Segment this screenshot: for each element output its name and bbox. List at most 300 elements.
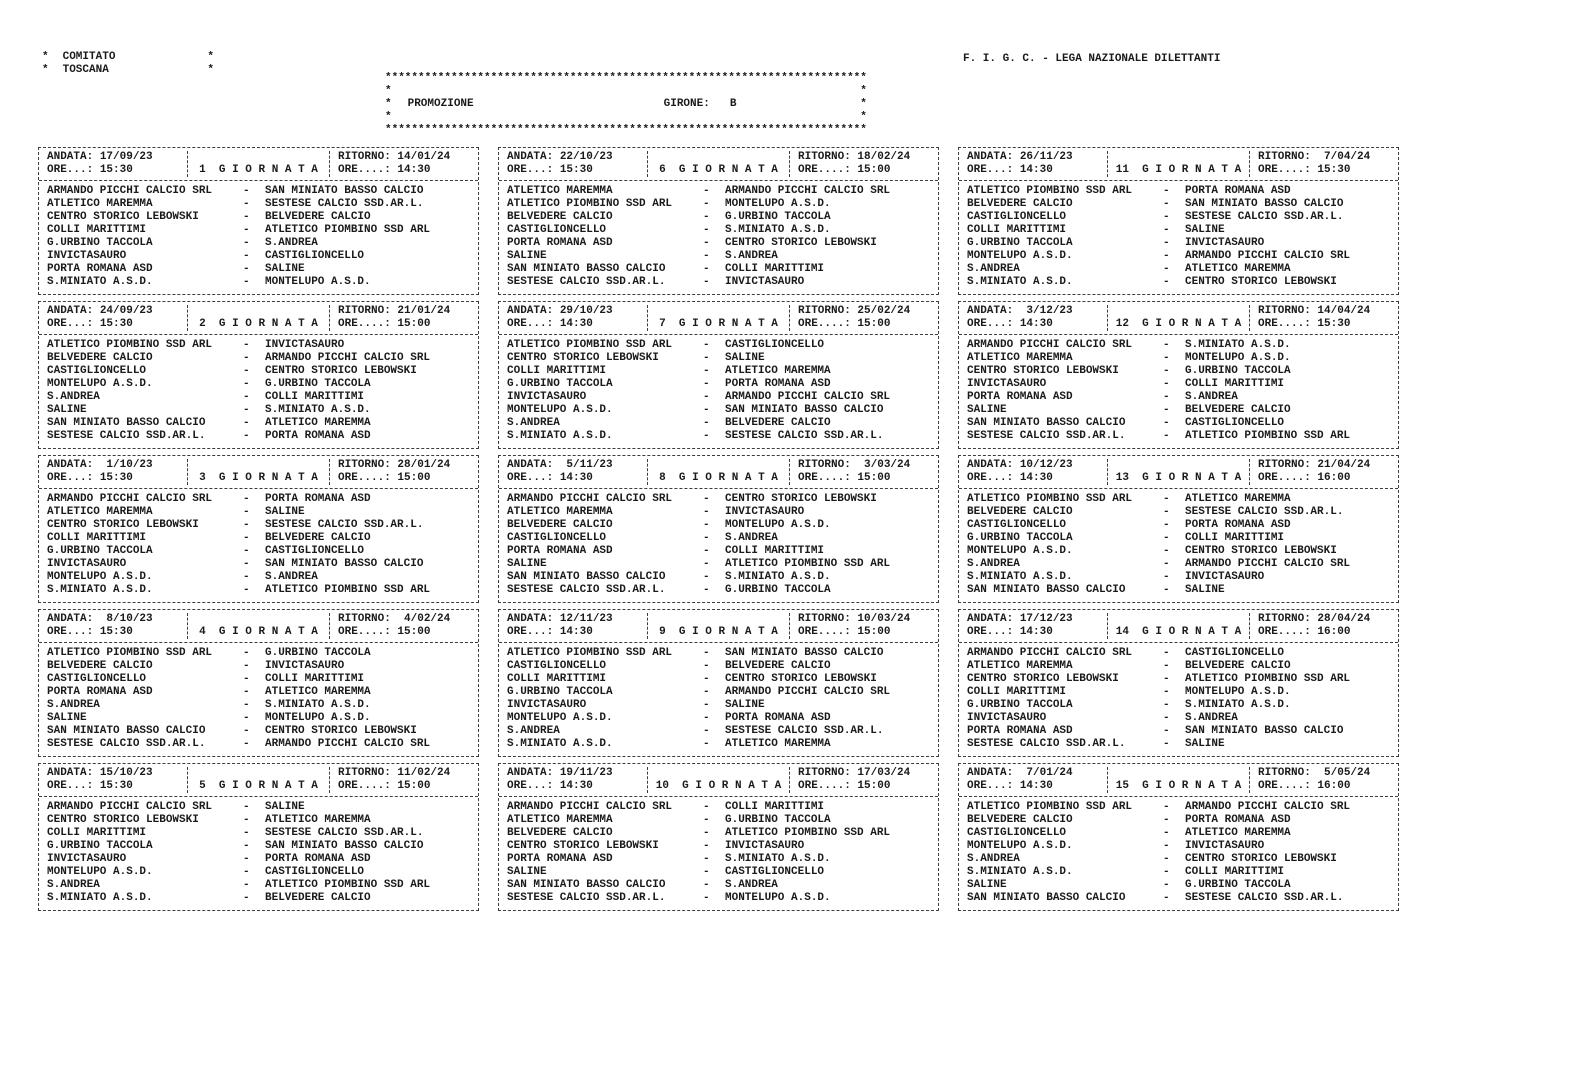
match-row [47,250,478,263]
match-separator: - [1163,532,1170,544]
matches-list [959,335,1398,443]
andata-cell [959,459,1108,485]
match-row [507,712,938,725]
match-separator: - [243,584,250,596]
round-block [38,147,479,295]
away-team: COLLI MARITTIMI [725,263,825,275]
match-row [47,571,478,584]
match-row [47,378,478,391]
giornata-title: 13 G I O R N A T A [1115,472,1242,484]
away-team: ATLETICO MAREMMA [725,738,831,750]
away-team: SALINE [1185,584,1225,596]
match-separator: - [243,853,250,865]
home-team: SESTESE CALCIO SSD.AR.L. [507,584,666,596]
ore-andata-label: ORE...: [47,318,94,330]
home-team: PORTA ROMANA ASD [47,686,153,698]
away-team: S.ANDREA [725,879,778,891]
ritorno-date: 10/03/24 [857,613,911,625]
committee-box [42,51,214,77]
match-row [507,738,938,751]
ore-andata-label: ORE...: [507,780,554,792]
away-team: ATLETICO PIOMBINO SSD ARL [265,224,431,236]
giornata-title: 6 G I O R N A T A [659,164,778,176]
away-team: S.MINIATO A.S.D. [265,404,371,416]
match-separator: - [1163,365,1170,377]
banner-border-bottom: ************************************************************************* [385,124,867,136]
andata-label: ANDATA: [967,305,1014,317]
match-separator: - [243,879,250,891]
ritorno-time: 15:00 [857,164,891,176]
matches-list [499,489,938,597]
away-team: S.ANDREA [265,571,318,583]
away-team: ATLETICO PIOMBINO SSD ARL [265,584,431,596]
andata-time: 15:30 [559,164,593,176]
match-separator: - [243,571,250,583]
match-separator: - [243,430,250,442]
giornata-cell [1108,767,1250,793]
match-separator: - [243,417,250,429]
away-team: S.MINIATO A.S.D. [725,571,831,583]
match-row [507,378,938,391]
match-row [967,545,1398,558]
match-row [47,211,478,224]
home-team: MONTELUPO A.S.D. [967,250,1073,262]
andata-cell [39,305,188,331]
away-team: SALINE [725,352,765,364]
match-separator: - [1163,378,1170,390]
match-separator: - [703,493,710,505]
ritorno-cell [790,459,938,485]
match-separator: - [243,250,250,262]
away-team: INVICTASAURO [725,506,805,518]
giornata-title: 12 G I O R N A T A [1115,318,1242,330]
away-team: PORTA ROMANA ASD [1185,814,1291,826]
home-team: ATLETICO MAREMMA [967,660,1073,672]
away-team: MONTELUPO A.S.D. [265,712,371,724]
home-team: G.URBINO TACCOLA [967,237,1073,249]
away-team: SAN MINIATO BASSO CALCIO [1185,725,1344,737]
andata-date: 10/12/23 [1019,459,1073,471]
home-team: SESTESE CALCIO SSD.AR.L. [507,892,666,904]
home-team: ARMANDO PICCHI CALCIO SRL [47,493,213,505]
andata-date: 5/11/23 [559,459,613,471]
ritorno-cell [1250,613,1398,639]
match-separator: - [243,686,250,698]
away-team: SALINE [725,699,765,711]
home-team: S.MINIATO A.S.D. [47,892,153,904]
match-row [507,493,938,506]
match-row [507,224,938,237]
match-row [967,801,1398,814]
ore-andata-label: ORE...: [967,472,1014,484]
girone-label: GIRONE: [663,98,710,110]
match-separator: - [1163,814,1170,826]
ore-andata-label: ORE...: [47,780,94,792]
home-team: S.ANDREA [47,699,100,711]
match-separator: - [1163,404,1170,416]
ore-ritorno-label: ORE....: [798,626,851,638]
match-separator: - [703,584,710,596]
match-row [967,879,1398,892]
home-team: SESTESE CALCIO SSD.AR.L. [967,738,1126,750]
ritorno-time: 15:00 [397,318,431,330]
match-row [967,250,1398,263]
andata-cell [959,613,1108,639]
home-team: ATLETICO MAREMMA [507,814,613,826]
giornata-title: 2 G I O R N A T A [199,318,318,330]
match-row [507,391,938,404]
home-team: S.MINIATO A.S.D. [47,584,153,596]
ritorno-date: 11/02/24 [397,767,451,779]
match-separator: - [703,686,710,698]
andata-label: ANDATA: [507,305,554,317]
ore-andata-label: ORE...: [967,318,1014,330]
match-separator: - [703,699,710,711]
away-team: SESTESE CALCIO SSD.AR.L. [725,430,884,442]
giornata-title: 3 G I O R N A T A [199,472,318,484]
giornata-cell [648,767,790,793]
match-row [967,853,1398,866]
away-team: CASTIGLIONCELLO [1185,647,1285,659]
match-row [967,365,1398,378]
round-header [959,305,1398,335]
andata-date: 15/10/23 [99,767,153,779]
home-team: ATLETICO MAREMMA [507,506,613,518]
match-separator: - [243,738,250,750]
match-row [47,814,478,827]
away-team: COLLI MARITTIMI [725,545,825,557]
away-team: G.URBINO TACCOLA [725,584,831,596]
home-team: MONTELUPO A.S.D. [507,712,613,724]
home-team: INVICTASAURO [47,558,127,570]
andata-date: 29/10/23 [559,305,613,317]
ritorno-cell [1250,151,1398,177]
home-team: S.MINIATO A.S.D. [967,276,1073,288]
ritorno-label: RITORNO: [798,305,851,317]
match-row [47,519,478,532]
home-team: ATLETICO PIOMBINO SSD ARL [967,493,1133,505]
away-team: ARMANDO PICCHI CALCIO SRL [725,686,891,698]
away-team: S.ANDREA [725,532,778,544]
giornata-cell [188,613,330,639]
match-row [507,339,938,352]
home-team: COLLI MARITTIMI [47,532,147,544]
away-team: COLLI MARITTIMI [265,391,365,403]
banner-title-row [385,98,867,111]
away-team: CENTRO STORICO LEBOWSKI [1185,276,1337,288]
round-header [959,459,1398,489]
home-team: G.URBINO TACCOLA [47,545,153,557]
home-team: SALINE [507,250,547,262]
match-separator: - [243,391,250,403]
asterisk-icon: * [385,85,392,97]
match-row [967,584,1398,597]
away-team: ATLETICO MAREMMA [265,417,371,429]
ritorno-cell [790,305,938,331]
ritorno-cell [790,767,938,793]
away-team: SESTESE CALCIO SSD.AR.L. [265,827,424,839]
match-separator: - [1163,892,1170,904]
home-team: MONTELUPO A.S.D. [47,571,153,583]
andata-time: 14:30 [559,626,593,638]
match-separator: - [1163,558,1170,570]
ritorno-label: RITORNO: [798,613,851,625]
ritorno-date: 18/02/24 [857,151,911,163]
andata-date: 24/09/23 [99,305,153,317]
home-team: INVICTASAURO [507,699,587,711]
andata-date: 17/09/23 [99,151,153,163]
match-row [507,430,938,443]
away-team: COLLI MARITTIMI [265,673,365,685]
away-team: CASTIGLIONCELLO [725,339,825,351]
home-team: ATLETICO PIOMBINO SSD ARL [507,339,673,351]
ritorno-cell [790,151,938,177]
away-team: CENTRO STORICO LEBOWSKI [725,493,877,505]
match-row [47,365,478,378]
ore-andata-label: ORE...: [47,472,94,484]
match-row [967,339,1398,352]
andata-label: ANDATA: [507,459,554,471]
match-separator: - [243,506,250,518]
match-row [47,673,478,686]
andata-time: 15:30 [99,318,133,330]
home-team: CENTRO STORICO LEBOWSKI [507,352,659,364]
match-row [47,558,478,571]
match-separator: - [703,545,710,557]
away-team: CENTRO STORICO LEBOWSKI [1185,853,1337,865]
round-header [499,305,938,335]
match-row [967,699,1398,712]
asterisk-icon: * [860,98,867,110]
away-team: PORTA ROMANA ASD [725,712,831,724]
match-row [47,263,478,276]
andata-time: 14:30 [1019,164,1053,176]
andata-date: 3/12/23 [1019,305,1073,317]
asterisk-icon: * [385,98,392,110]
away-team: ARMANDO PICCHI CALCIO SRL [265,738,431,750]
home-team: S.ANDREA [47,391,100,403]
home-team: BELVEDERE CALCIO [967,198,1073,210]
federation-title: F. I. G. C. - LEGA NAZIONALE DILETTANTI [963,53,1221,65]
away-team: ATLETICO PIOMBINO SSD ARL [725,558,891,570]
ritorno-time: 16:00 [1317,472,1351,484]
away-team: PORTA ROMANA ASD [265,430,371,442]
away-team: ATLETICO PIOMBINO SSD ARL [1185,673,1351,685]
home-team: INVICTASAURO [507,391,587,403]
committee-line [42,64,214,77]
home-team: ATLETICO MAREMMA [47,506,153,518]
match-row [507,879,938,892]
ritorno-time: 15:30 [1317,164,1351,176]
home-team: SALINE [47,712,87,724]
round-header [499,151,938,181]
home-team: BELVEDERE CALCIO [507,827,613,839]
asterisk-icon: * [42,64,49,76]
match-separator: - [703,558,710,570]
match-separator: - [1163,352,1170,364]
ritorno-time: 16:00 [1317,626,1351,638]
match-separator: - [1163,339,1170,351]
ritorno-label: RITORNO: [338,151,391,163]
home-team: INVICTASAURO [47,853,127,865]
match-separator: - [703,814,710,826]
asterisk-icon: * [385,111,392,123]
match-separator: - [703,673,710,685]
match-row [47,506,478,519]
round-block [38,609,479,757]
home-team: SAN MINIATO BASSO CALCIO [967,584,1126,596]
home-team: SALINE [507,866,547,878]
away-team: SAN MINIATO BASSO CALCIO [265,185,424,197]
andata-cell [499,151,648,177]
match-separator: - [703,840,710,852]
match-separator: - [1163,417,1170,429]
away-team: INVICTASAURO [725,840,805,852]
matches-list [39,797,478,905]
match-separator: - [243,725,250,737]
home-team: SAN MINIATO BASSO CALCIO [507,571,666,583]
ritorno-label: RITORNO: [1258,305,1311,317]
match-row [47,430,478,443]
home-team: PORTA ROMANA ASD [47,263,153,275]
away-team: SAN MINIATO BASSO CALCIO [1185,198,1344,210]
match-separator: - [1163,493,1170,505]
match-row [967,237,1398,250]
home-team: ARMANDO PICCHI CALCIO SRL [967,647,1133,659]
match-separator: - [703,263,710,275]
away-team: SESTESE CALCIO SSD.AR.L. [1185,892,1344,904]
ore-ritorno-label: ORE....: [1258,164,1311,176]
round-block [498,147,939,295]
ritorno-cell [1250,767,1398,793]
match-separator: - [243,519,250,531]
away-team: ARMANDO PICCHI CALCIO SRL [1185,558,1351,570]
ritorno-time: 16:00 [1317,780,1351,792]
match-row [967,712,1398,725]
away-team: SALINE [1185,738,1225,750]
away-team: CENTRO STORICO LEBOWSKI [725,673,877,685]
away-team: COLLI MARITTIMI [1185,532,1285,544]
match-separator: - [1163,430,1170,442]
away-team: CASTIGLIONCELLO [265,250,365,262]
ritorno-cell [330,151,478,177]
andata-time: 14:30 [559,780,593,792]
match-row [47,801,478,814]
ore-andata-label: ORE...: [47,626,94,638]
match-row [507,853,938,866]
giornata-cell [1108,151,1250,177]
ritorno-date: 5/05/24 [1317,767,1371,779]
match-separator: - [703,198,710,210]
matches-list [499,335,938,443]
ritorno-label: RITORNO: [338,459,391,471]
match-separator: - [243,237,250,249]
away-team: BELVEDERE CALCIO [1185,660,1291,672]
home-team: G.URBINO TACCOLA [47,840,153,852]
giornata-title: 8 G I O R N A T A [659,472,778,484]
home-team: S.MINIATO A.S.D. [967,866,1073,878]
round-header [959,613,1398,643]
giornata-title: 4 G I O R N A T A [199,626,318,638]
match-row [967,519,1398,532]
andata-cell [499,613,648,639]
away-team: COLLI MARITTIMI [725,801,825,813]
round-header [39,613,478,643]
ritorno-label: RITORNO: [798,151,851,163]
match-row [507,532,938,545]
home-team: ATLETICO MAREMMA [47,198,153,210]
away-team: G.URBINO TACCOLA [265,378,371,390]
round-block [958,763,1399,911]
away-team: ARMANDO PICCHI CALCIO SRL [1185,250,1351,262]
match-row [47,840,478,853]
ritorno-label: RITORNO: [338,613,391,625]
round-block [958,147,1399,295]
match-row [967,892,1398,905]
home-team: BELVEDERE CALCIO [507,519,613,531]
andata-date: 26/11/23 [1019,151,1073,163]
away-team: PORTA ROMANA ASD [725,378,831,390]
committee-label: COMITATO [62,51,116,63]
giornata-cell [648,151,790,177]
match-separator: - [703,211,710,223]
home-team: S.MINIATO A.S.D. [967,571,1073,583]
match-row [967,493,1398,506]
match-row [967,866,1398,879]
match-row [507,506,938,519]
away-team: ATLETICO PIOMBINO SSD ARL [265,879,431,891]
ritorno-date: 21/04/24 [1317,459,1371,471]
home-team: SESTESE CALCIO SSD.AR.L. [47,738,206,750]
away-team: G.URBINO TACCOLA [725,211,831,223]
match-separator: - [243,378,250,390]
match-separator: - [703,725,710,737]
home-team: ATLETICO PIOMBINO SSD ARL [967,185,1133,197]
away-team: SESTESE CALCIO SSD.AR.L. [265,198,424,210]
away-team: BELVEDERE CALCIO [265,211,371,223]
match-separator: - [1163,263,1170,275]
ore-ritorno-label: ORE....: [338,626,391,638]
match-row [507,840,938,853]
home-team: SAN MINIATO BASSO CALCIO [967,417,1126,429]
match-separator: - [243,558,250,570]
asterisk-icon: * [42,51,49,63]
girone-value: B [729,98,737,110]
match-row [967,673,1398,686]
ritorno-label: RITORNO: [1258,459,1311,471]
match-separator: - [703,827,710,839]
ore-andata-label: ORE...: [507,318,554,330]
match-row [47,185,478,198]
ritorno-label: RITORNO: [1258,767,1311,779]
match-row [47,584,478,597]
match-separator: - [703,532,710,544]
match-separator: - [243,801,250,813]
home-team: PORTA ROMANA ASD [967,391,1073,403]
andata-label: ANDATA: [47,613,94,625]
andata-label: ANDATA: [967,767,1014,779]
home-team: BELVEDERE CALCIO [967,506,1073,518]
home-team: PORTA ROMANA ASD [507,853,613,865]
ritorno-time: 15:30 [1317,318,1351,330]
asterisk-icon: * [207,64,214,76]
match-row [47,827,478,840]
andata-date: 1/10/23 [99,459,153,471]
committee-line [42,51,214,64]
away-team: BELVEDERE CALCIO [725,417,831,429]
round-header [499,767,938,797]
ritorno-cell [330,613,478,639]
